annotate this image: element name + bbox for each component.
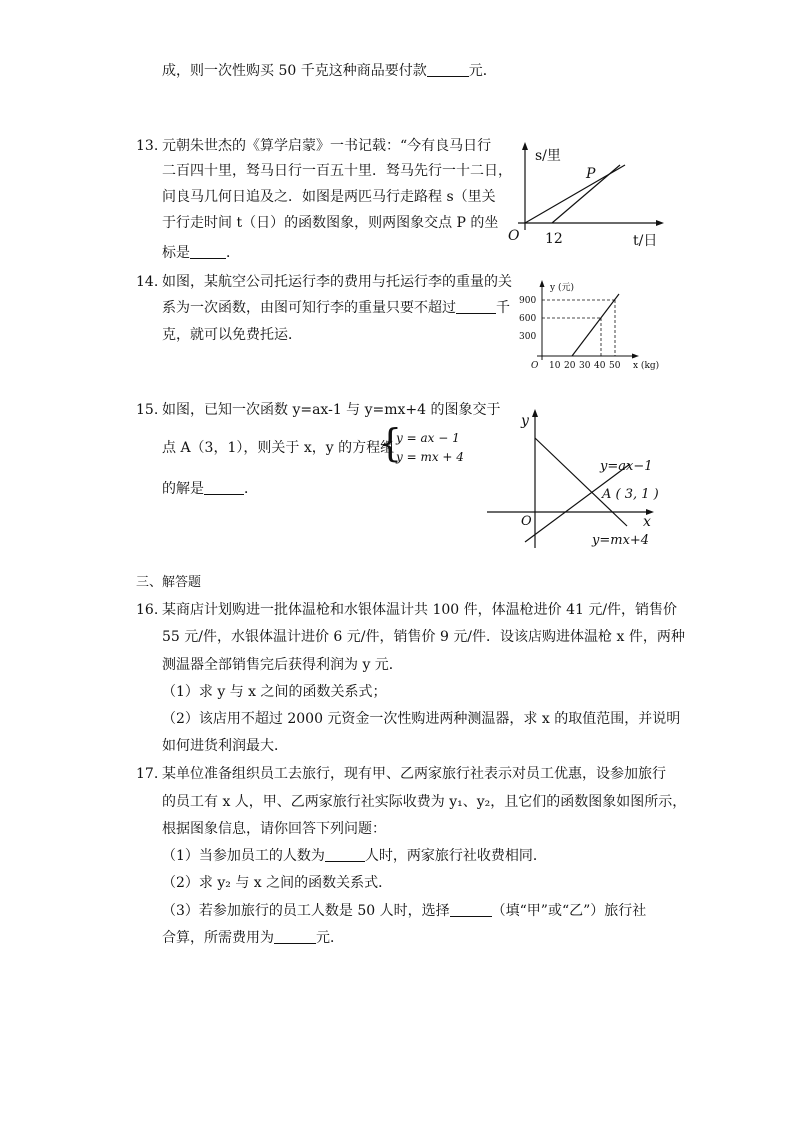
q17-number: 17. bbox=[136, 766, 159, 782]
q13-line-3: 问良马几何日追及之．如图是两匹马行走路程 s（里关 bbox=[162, 189, 496, 205]
q14-answer-blank bbox=[456, 299, 496, 314]
q14-graph bbox=[515, 278, 665, 373]
q15-eq-1: y = ax − 1 bbox=[396, 431, 460, 445]
q14-line-2-suffix: 千 bbox=[496, 300, 510, 316]
q15-answer-blank bbox=[204, 480, 244, 495]
q12-tail-text: 成，则一次性购买 50 千克这种商品要付款 bbox=[162, 63, 427, 79]
q13-x-label: t/日 bbox=[633, 233, 658, 249]
q14-line-2-prefix: 系为一次函数，由图可知行李的重量只要不超过 bbox=[162, 300, 456, 316]
q13-last-prefix: 标是 bbox=[162, 245, 190, 261]
q14-y-tick-300: 300 bbox=[519, 332, 537, 342]
q15-line-3-suffix: ． bbox=[244, 481, 258, 497]
q17-sub-3-prefix: （3）若参加旅行的员工人数是 50 人时，选择 bbox=[162, 903, 450, 919]
q14-origin: O bbox=[531, 361, 539, 371]
q15-label-ax1: y=ax−1 bbox=[600, 459, 653, 474]
q15-line-mx4 bbox=[535, 438, 627, 526]
q15-label-mx4: y=mx+4 bbox=[592, 533, 650, 548]
q14-y-tick-600: 600 bbox=[519, 314, 537, 324]
q15-point-a: A ( 3, 1 ) bbox=[602, 487, 659, 502]
q15-line-3 bbox=[162, 479, 258, 499]
q17-sub-3-line-2-prefix: 合算，所需费用为 bbox=[162, 930, 274, 946]
q13-graph bbox=[500, 140, 670, 255]
q12-answer-blank bbox=[427, 62, 469, 77]
q14-y-tick-900: 900 bbox=[519, 296, 537, 306]
q17-sub-1 bbox=[162, 846, 547, 866]
q15-number: 15. bbox=[136, 402, 159, 418]
q14-x-arrow bbox=[632, 354, 639, 359]
q16-line-3: 测温器全部销售完后获得利润为 y 元． bbox=[162, 657, 403, 673]
q13-line-1: 元朝朱世杰的《算学启蒙》一书记载：“今有良马日行 bbox=[162, 138, 492, 154]
q17-sub-1-suffix: 人时，两家旅行社收费相同． bbox=[364, 848, 547, 864]
q14-x-label: x (kg) bbox=[633, 361, 660, 371]
q15-line-ax1 bbox=[525, 464, 630, 542]
q17-sub-3-line-2-suffix: 元． bbox=[316, 930, 344, 946]
q14-x-tick-10: 10 bbox=[549, 361, 561, 371]
q13-x-arrow bbox=[656, 220, 664, 226]
q17-sub-2: （2）求 y₂ 与 x 之间的函数关系式． bbox=[162, 875, 393, 891]
q17-sub-3-blank-1 bbox=[450, 902, 492, 917]
q13-point-label: P bbox=[586, 166, 596, 182]
q15-x-label: x bbox=[643, 514, 651, 530]
q17-sub-3 bbox=[162, 901, 646, 921]
q15-y-label: y bbox=[521, 413, 529, 429]
q16-sub-1: （1）求 y 与 x 之间的函数关系式； bbox=[162, 684, 387, 700]
q17-sub-1-prefix: （1）当参加员工的人数为 bbox=[162, 848, 325, 864]
q16-line-1: 某商店计划购进一批体温枪和水银体温计共 100 件，体温枪进价 41 元/件，销售价 bbox=[162, 602, 678, 618]
section-3-heading: 三、解答题 bbox=[136, 575, 202, 590]
q14-x-tick-20: 20 bbox=[564, 361, 576, 371]
q14-cost-line bbox=[572, 294, 619, 356]
q13-line-5 bbox=[162, 243, 240, 263]
q14-x-tick-40: 40 bbox=[594, 361, 606, 371]
q14-line-3: 克，就可以免费托运． bbox=[162, 327, 302, 343]
q14-x-tick-30: 30 bbox=[579, 361, 591, 371]
q16-line-2: 55 元/件，水银体温计进价 6 元/件，销售价 9 元/件．设该店购进体温枪 x 件，两种 bbox=[162, 629, 685, 645]
q14-y-arrow bbox=[540, 280, 545, 287]
q15-line-2: 点 A（3，1），则关于 x，y 的方程组 bbox=[162, 440, 395, 456]
q15-origin: O bbox=[521, 514, 532, 529]
q15-line-3-prefix: 的解是 bbox=[162, 481, 204, 497]
q15-graph bbox=[485, 408, 665, 553]
q17-sub-1-blank bbox=[325, 847, 365, 862]
q17-line-1: 某单位准备组织员工去旅行，现有甲、乙两家旅行社表示对员工优惠，设参加旅行 bbox=[162, 766, 666, 782]
q14-line-2 bbox=[162, 298, 510, 318]
q17-line-2: 的员工有 x 人，甲、乙两家旅行社实际收费为 y₁、y₂，且它们的函数图象如图所示， bbox=[162, 794, 687, 810]
q13-y-label: s/里 bbox=[535, 148, 561, 164]
q13-last-suffix: ． bbox=[226, 245, 240, 261]
q17-sub-3-blank-2 bbox=[274, 929, 316, 944]
q13-tick-12: 12 bbox=[545, 231, 563, 247]
q13-y-arrow bbox=[522, 142, 528, 150]
q14-y-label: y (元) bbox=[550, 283, 574, 293]
q17-sub-3-line-2 bbox=[162, 928, 344, 948]
q13-line-2: 二百四十里，驽马日行一百五十里．驽马先行一十二日， bbox=[162, 163, 512, 179]
q15-line-1: 如图，已知一次函数 y=ax-1 与 y=mx+4 的图象交于 bbox=[162, 402, 501, 418]
q13-line-4: 于行走时间 t（日）的函数图象，则两图象交点 P 的坐 bbox=[162, 215, 499, 231]
q14-x-tick-50: 50 bbox=[609, 361, 621, 371]
q16-sub-2-line-2: 如何进货利润最大． bbox=[162, 738, 288, 754]
q13-number: 13. bbox=[136, 138, 159, 154]
q16-sub-2: （2）该店用不超过 2000 元资金一次性购进两种测温器，求 x 的取值范围，并说明 bbox=[162, 711, 681, 727]
q15-eq-2: y = mx + 4 bbox=[396, 450, 464, 464]
q14-line-1: 如图，某航空公司托运行李的费用与托运行李的重量的关 bbox=[162, 274, 512, 290]
q15-brace: { bbox=[378, 421, 403, 465]
q15-y-arrow bbox=[532, 409, 538, 417]
q12-tail-suffix: 元． bbox=[468, 63, 497, 79]
q17-line-3: 根据图象信息，请你回答下列问题： bbox=[162, 821, 386, 837]
q17-sub-3-suffix: （填“甲”或“乙”）旅行社 bbox=[491, 903, 647, 919]
q12-tail bbox=[162, 61, 497, 81]
q13-answer-blank bbox=[190, 244, 226, 259]
q16-number: 16. bbox=[136, 602, 159, 618]
q13-origin: O bbox=[508, 228, 520, 244]
q14-number: 14. bbox=[136, 274, 159, 290]
